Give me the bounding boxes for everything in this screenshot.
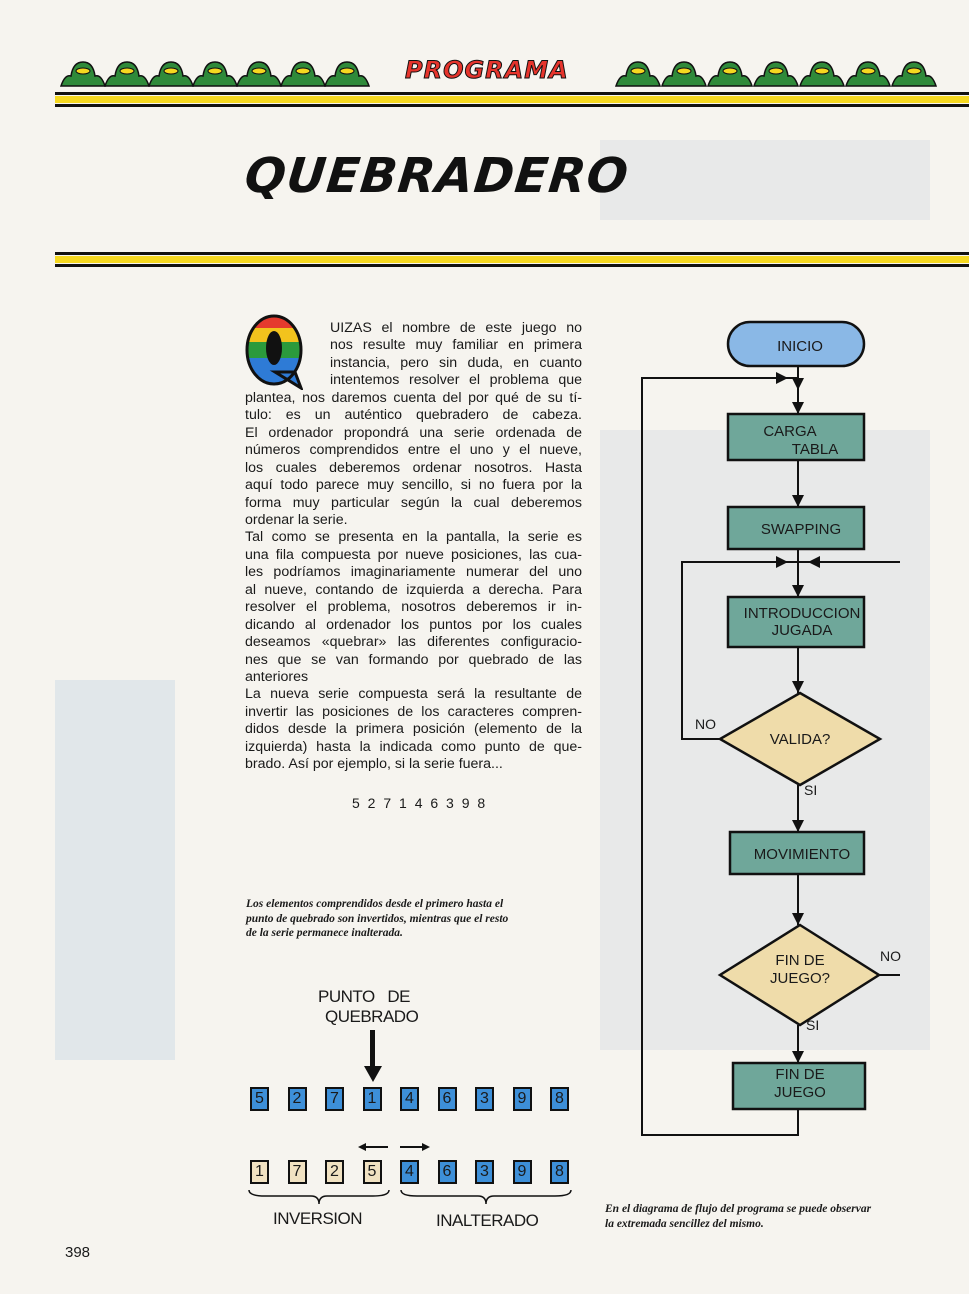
body-line: les podríamos imaginariamente numerar del uno — [245, 564, 582, 581]
pointer-arrow — [362, 1030, 384, 1084]
dropcap-q-rainbow — [245, 312, 303, 390]
page-title: QUEBRADERO — [242, 148, 632, 204]
fc-carga-label-1: CARGA — [763, 423, 817, 440]
frog-mouth — [164, 68, 178, 74]
body-line: brado. Así por ejemplo, si la serie fuera... — [245, 756, 503, 773]
body-line: los cuales deberemos ordenar nosotros. Hasta — [245, 459, 582, 476]
fc-intro-label-2: JUGADA — [771, 622, 833, 639]
sequence-cell: 6 — [438, 1087, 457, 1111]
body-line: instancia, pero sin duda, en cuanto — [330, 354, 582, 371]
body-line: nos resulte muy familiar en primera — [330, 337, 582, 354]
body-line: resolver el problema, nosotros deberemos ir in- — [245, 599, 582, 616]
fc-no-label-2: NO — [880, 948, 901, 964]
swap-arrows — [356, 1140, 432, 1154]
sequence-cell: 7 — [325, 1087, 344, 1111]
frog-mouth — [861, 68, 875, 74]
fc-arrowhead — [792, 495, 804, 507]
caption-line: Los elementos comprendidos desde el primero hasta el — [246, 898, 504, 910]
frog-mouth — [769, 68, 783, 74]
header-rule-bottom — [55, 104, 969, 107]
body-line: intentemos resolver el problema que — [330, 372, 582, 389]
frog-mouth — [120, 68, 134, 74]
header-rule-top — [55, 92, 969, 95]
fc-arrowhead — [776, 556, 788, 568]
fc-arrowhead — [792, 820, 804, 832]
sequence-cell: 8 — [550, 1160, 569, 1184]
body-line: Tal como se presenta en la pantalla, la serie es — [245, 529, 582, 546]
decorative-frog-border-right — [610, 52, 940, 92]
fc-no-label-1: NO — [695, 716, 716, 732]
banner-programa: PROGRAMA — [405, 56, 569, 84]
body-line: una fila compuesta por nueve posiciones, las cua- — [245, 546, 582, 563]
body-line: ordenar la serie. — [245, 511, 348, 528]
fc-si-label-2: SI — [806, 1017, 820, 1033]
sequence-cell: 1 — [363, 1087, 382, 1111]
fc-inicio-label: INICIO — [777, 338, 823, 355]
body-line: aquí todo parece muy sencillo, si no fuera por la — [245, 477, 582, 494]
flowchart — [600, 310, 900, 1140]
title-rule-top — [55, 252, 969, 255]
fc-valida-label: VALIDA? — [769, 731, 831, 748]
sequence-cell: 1 — [250, 1160, 269, 1184]
body-line: números comprendidos entre el uno y el nueve, — [245, 442, 582, 459]
sequence-cell: 2 — [325, 1160, 344, 1184]
fc-arrowhead — [792, 681, 804, 693]
fc-arrowhead — [792, 913, 804, 925]
sequence-cell: 3 — [475, 1160, 494, 1184]
fc-fin-label-1: FIN DE — [775, 1066, 825, 1083]
fc-fin-q-label-1: FIN DE — [775, 952, 825, 969]
example-sequence: 5 2 7 1 4 6 3 9 8 — [352, 795, 488, 811]
inversion-label: INVERSION — [273, 1209, 363, 1228]
body-line: al nueve, contando de izquierda a derecha. Para — [245, 581, 582, 598]
frog-mouth — [723, 68, 737, 74]
body-line: nes que se van formando por quebrado de las — [245, 651, 582, 668]
body-line: plantea, nos daremos cuenta del por qué de su tí- — [245, 389, 582, 406]
sequence-cell: 4 — [400, 1160, 419, 1184]
body-line: La nueva serie compuesta será la resultante de — [245, 686, 582, 703]
fc-movimiento-label: MOVIMIENTO — [753, 846, 851, 863]
sequence-cell: 9 — [513, 1087, 532, 1111]
sequence-cell: 3 — [475, 1087, 494, 1111]
bleed-through-block — [600, 140, 930, 220]
page-number: 398 — [65, 1244, 91, 1261]
title-rule-bottom — [55, 264, 969, 267]
fc-si-label-1: SI — [804, 782, 818, 798]
fc-arrowhead — [792, 378, 804, 390]
body-line: anteriores — [245, 669, 309, 685]
frog-mouth — [677, 68, 691, 74]
sequence-cell: 5 — [250, 1087, 269, 1111]
header-yellow-band — [55, 96, 969, 103]
decorative-frog-border-left — [55, 52, 375, 92]
fc-arrowhead — [792, 402, 804, 414]
sequence-cell: 7 — [288, 1160, 307, 1184]
caption-line: En el diagrama de flujo del programa se puede observar — [605, 1203, 872, 1215]
sequence-cell: 4 — [400, 1087, 419, 1111]
fc-fin-label-2: JUEGO — [774, 1084, 826, 1101]
frog-mouth — [815, 68, 829, 74]
fc-carga-label-2: TABLA — [791, 441, 839, 458]
body-line: tulo: es un auténtico quebradero de cabeza. — [245, 407, 582, 424]
frog-mouth — [340, 68, 354, 74]
sequence-cell: 6 — [438, 1160, 457, 1184]
caption-line: la extremada sencillez del mismo. — [605, 1217, 764, 1230]
body-line: UIZAS el nombre de este juego no — [330, 320, 582, 336]
fc-intro-label-1: INTRODUCCION — [743, 605, 861, 622]
fc-arrowhead — [808, 556, 820, 568]
body-line: deseamos «quebrar» las diferentes configuracio- — [245, 634, 582, 651]
fc-swapping-label: SWAPPING — [760, 521, 842, 538]
inalterado-brace — [397, 1188, 575, 1206]
frog-mouth — [76, 68, 90, 74]
frog-mouth — [631, 68, 645, 74]
pointer-label-1: PUNTO DE — [318, 987, 410, 1006]
body-line: didos desde la primera posición (elemento de la — [245, 721, 582, 738]
body-line: El ordenador propondrá una serie ordenada de — [245, 424, 582, 441]
fc-arrowhead — [776, 372, 788, 384]
sequence-cell: 2 — [288, 1087, 307, 1111]
bleed-through-block — [55, 680, 175, 1060]
frog-mouth — [907, 68, 921, 74]
title-yellow-band — [55, 256, 969, 263]
inalterado-label: INALTERADO — [436, 1211, 539, 1230]
caption-line: de la serie permanece inalterada. — [246, 927, 403, 939]
sequence-cell: 9 — [513, 1160, 532, 1184]
fc-arrowhead — [792, 585, 804, 597]
body-line: invertir las posiciones de los caracteres compren- — [245, 703, 582, 720]
body-line: izquierda) hasta la indicada como punto de que- — [245, 738, 582, 755]
caption-line: punto de quebrado son invertidos, mientras que el resto — [246, 912, 509, 925]
fc-fin-q-label-2: JUEGO? — [769, 970, 830, 987]
sequence-cell: 5 — [363, 1160, 382, 1184]
body-line: dicando al ordenador los puntos por los cuales — [245, 616, 582, 633]
inversion-brace — [245, 1188, 393, 1206]
pointer-label-2: QUEBRADO — [325, 1007, 419, 1026]
frog-mouth — [252, 68, 266, 74]
frog-mouth — [208, 68, 222, 74]
sequence-cell: 8 — [550, 1087, 569, 1111]
fc-arrowhead — [792, 1051, 804, 1063]
body-line: forma muy particular según la cual deberemos — [245, 494, 582, 511]
frog-mouth — [296, 68, 310, 74]
